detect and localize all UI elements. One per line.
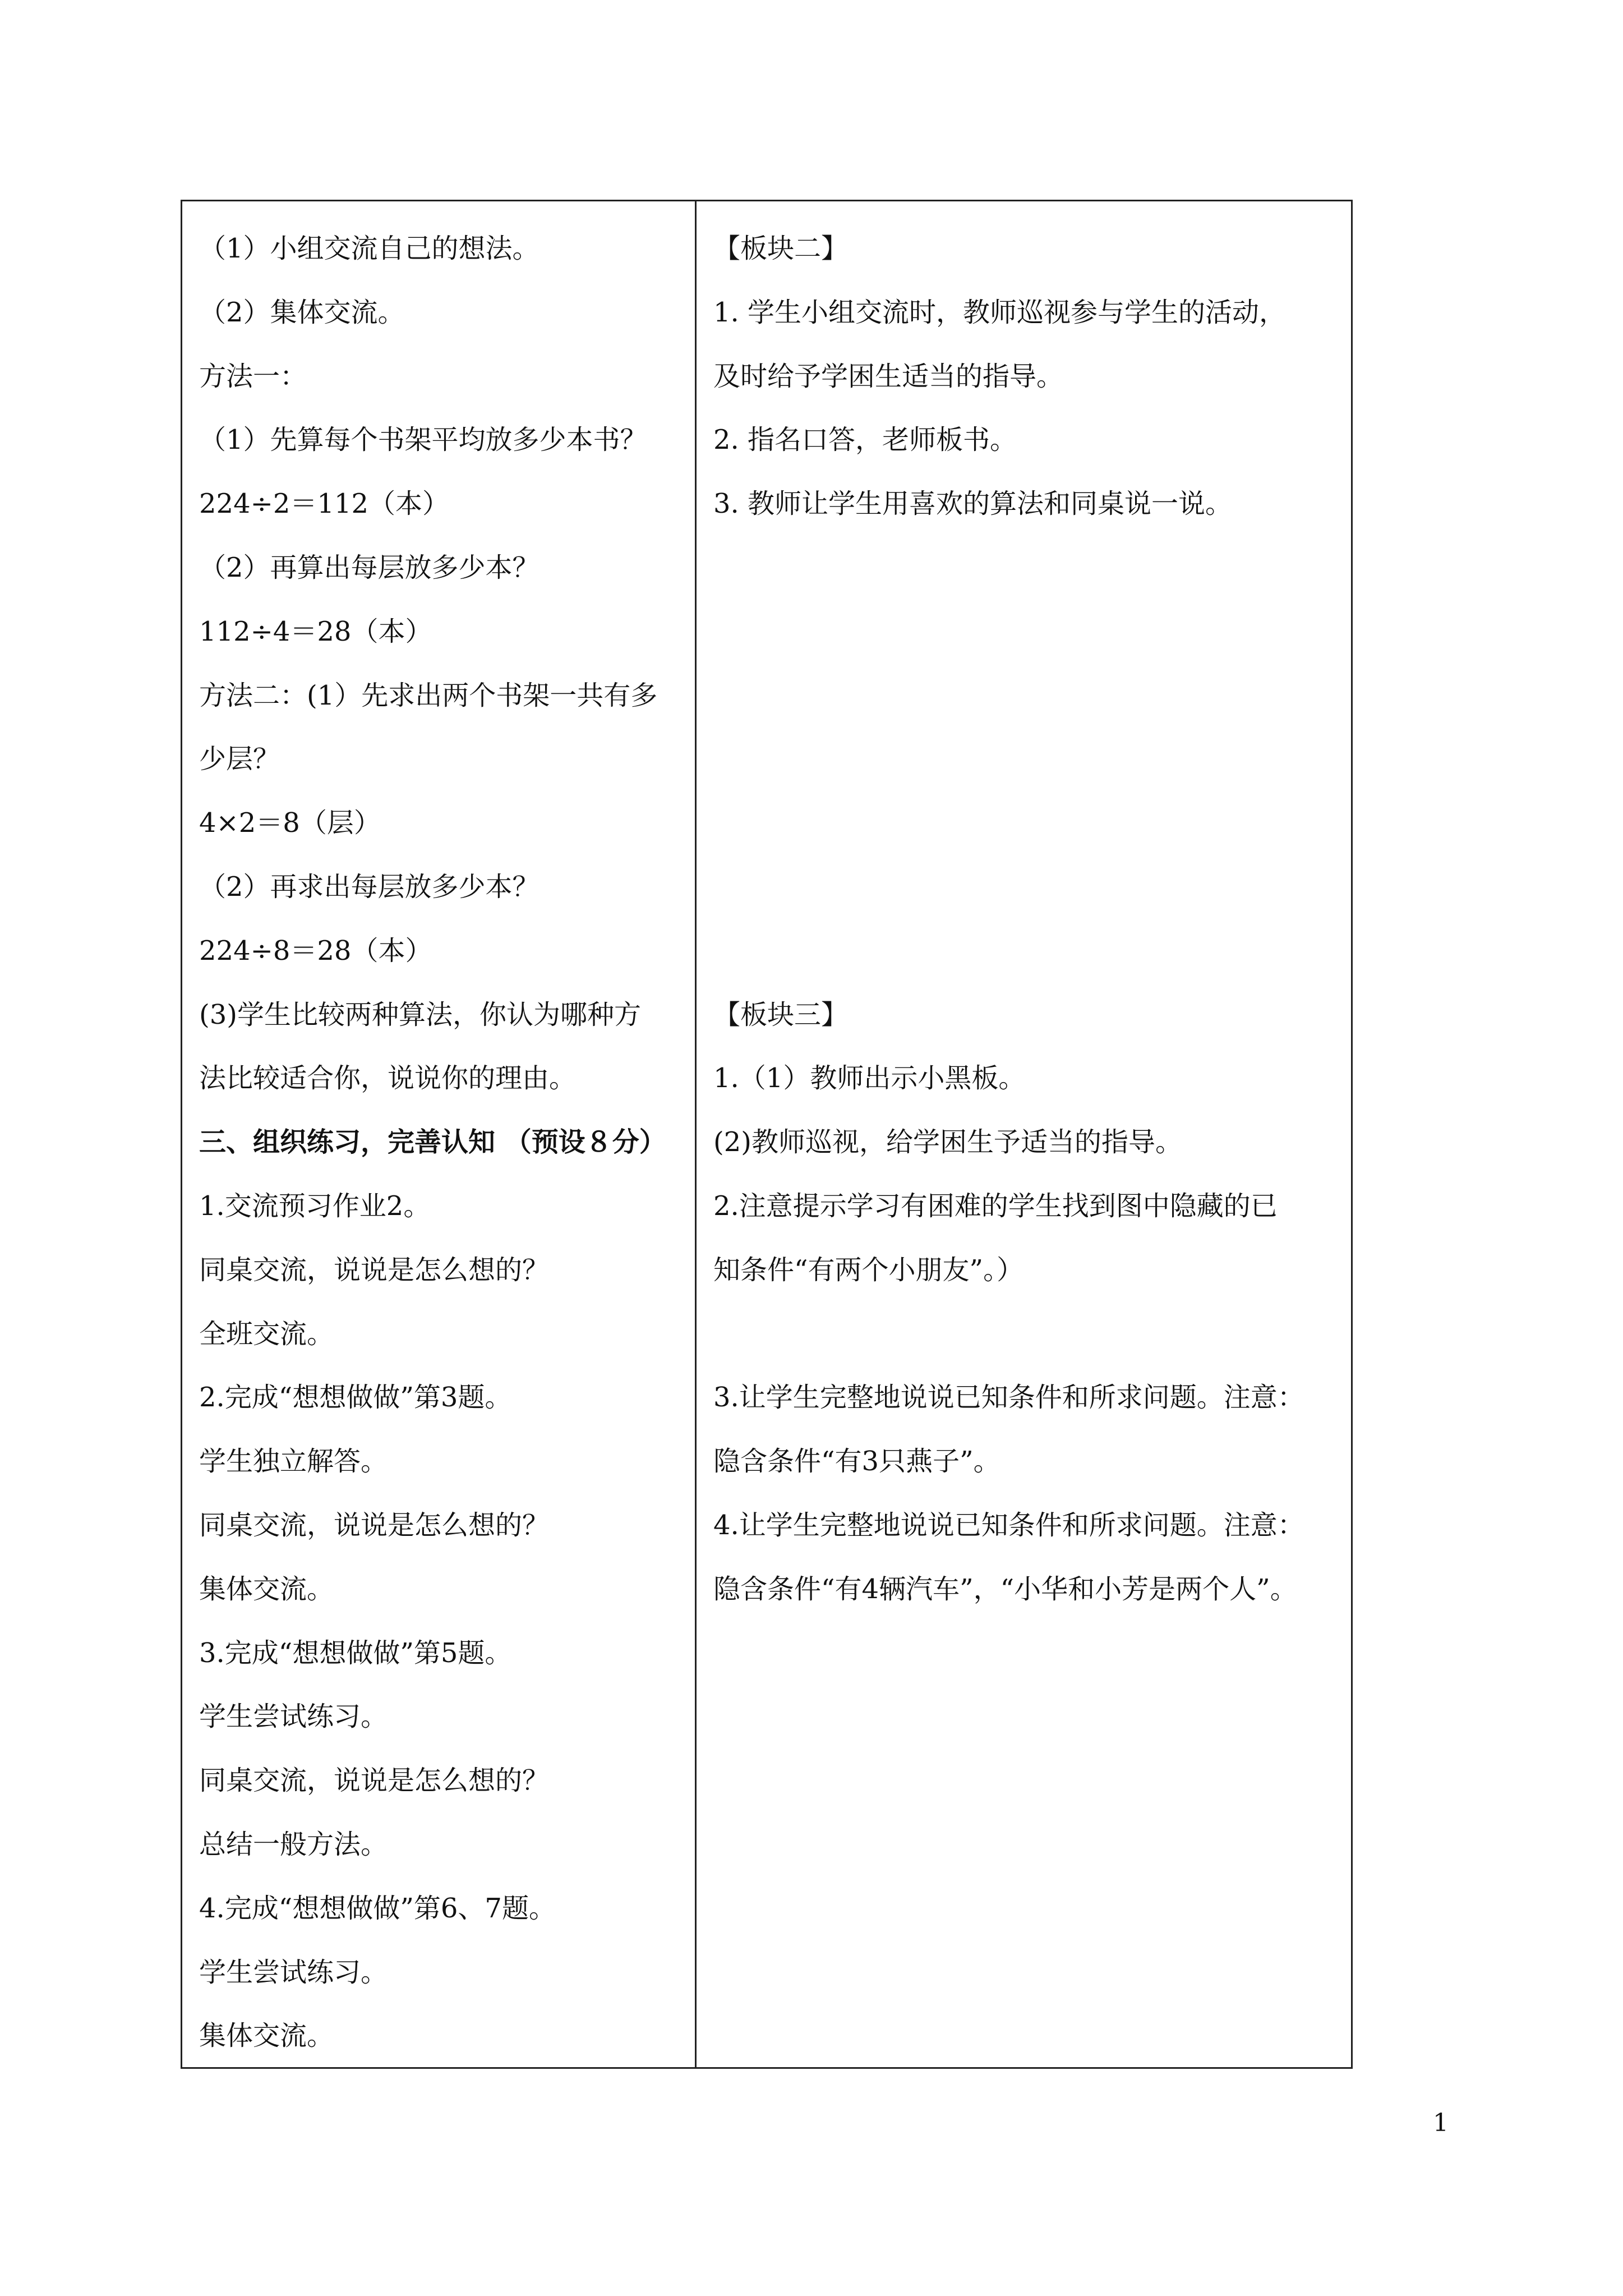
text-line: （2）再算出每层放多少本？ <box>199 551 540 583</box>
blank-line <box>713 728 1340 792</box>
text-line: 同桌交流，说说是怎么想的？ <box>199 1509 550 1541</box>
text-line: 法比较适合你，说说你的理由。 <box>199 1062 577 1094</box>
text-line: 4.让学生完整地说说已知条件和所求问题。注意： <box>713 1509 1304 1541</box>
text-line: (3)学生比较两种算法，你认为哪种方 <box>199 999 641 1030</box>
text-line: 3. 教师让学生用喜欢的算法和同桌说一说。 <box>713 488 1233 520</box>
text-line: 知条件“有两个小朋友”。） <box>713 1254 1024 1286</box>
text-line: 方法二：(1）先求出两个书架一共有多 <box>199 679 658 711</box>
text-line: 方法一： <box>199 360 307 392</box>
text-line: 2.注意提示学习有困难的学生找到图中隐藏的已 <box>713 1190 1278 1222</box>
blank-line <box>713 919 1340 983</box>
text-line: 学生尝试练习。 <box>199 1701 388 1733</box>
blank-line <box>713 536 1340 600</box>
page-number: 1 <box>1433 2109 1449 2137</box>
text-line: 1.（1）教师出示小黑板。 <box>713 1062 1026 1094</box>
text-line: 及时给予学困生适当的指导。 <box>713 360 1064 392</box>
text-line: 隐含条件“有3只燕子”。 <box>713 1446 1000 1478</box>
text-line: 隐含条件“有4辆汽车”，“小华和小芳是两个人”。 <box>713 1573 1297 1605</box>
text-line: 112÷4＝28（本） <box>199 615 432 647</box>
text-line: 4.完成“想想做做”第6、7题。 <box>199 1892 556 1924</box>
lesson-table <box>181 200 1353 2069</box>
text-line: 少层？ <box>199 743 280 775</box>
teacher-guidance-column <box>697 201 1351 2067</box>
text-line: （2）集体交流。 <box>199 296 405 328</box>
blank-line <box>713 600 1340 664</box>
text-line: （2）再求出每层放多少本？ <box>199 871 540 903</box>
text-line: (2)教师巡视，给学困生予适当的指导。 <box>713 1126 1182 1158</box>
block-heading: 【板块二】 <box>713 233 849 264</box>
student-activity-column <box>182 201 697 2067</box>
text-line: 224÷8＝28（本） <box>199 935 432 967</box>
text-line: 1.交流预习作业2。 <box>199 1190 431 1222</box>
text-line: 3.完成“想想做做”第5题。 <box>199 1637 512 1669</box>
blank-line <box>713 855 1340 919</box>
block-heading: 【板块三】 <box>713 999 849 1030</box>
text-line: 2. 指名口答，老师板书。 <box>713 424 1017 456</box>
text-line: 1. 学生小组交流时，教师巡视参与学生的活动， <box>713 296 1287 328</box>
section-heading: 三、组织练习，完善认知 （预设８分） <box>199 1126 666 1158</box>
text-line: 2.完成“想想做做”第3题。 <box>199 1382 512 1414</box>
blank-line <box>713 792 1340 855</box>
text-line: 224÷2＝112（本） <box>199 488 449 520</box>
text-line: 同桌交流，说说是怎么想的？ <box>199 1254 550 1286</box>
text-line: 学生尝试练习。 <box>199 1956 388 1988</box>
blank-line <box>713 1303 1340 1366</box>
text-line: 总结一般方法。 <box>199 1828 388 1860</box>
text-line: 集体交流。 <box>199 2020 334 2052</box>
text-line: 3.让学生完整地说说已知条件和所求问题。注意： <box>713 1382 1304 1414</box>
text-line: 集体交流。 <box>199 1573 334 1605</box>
text-line: 学生独立解答。 <box>199 1446 388 1478</box>
text-line: 4×2＝8（层） <box>199 807 381 839</box>
text-line: 全班交流。 <box>199 1318 334 1350</box>
blank-line <box>713 664 1340 728</box>
text-line: （1）先算每个书架平均放多少本书？ <box>199 424 647 456</box>
text-line: （1）小组交流自己的想法。 <box>199 233 540 264</box>
text-line: 同桌交流，说说是怎么想的？ <box>199 1765 550 1797</box>
